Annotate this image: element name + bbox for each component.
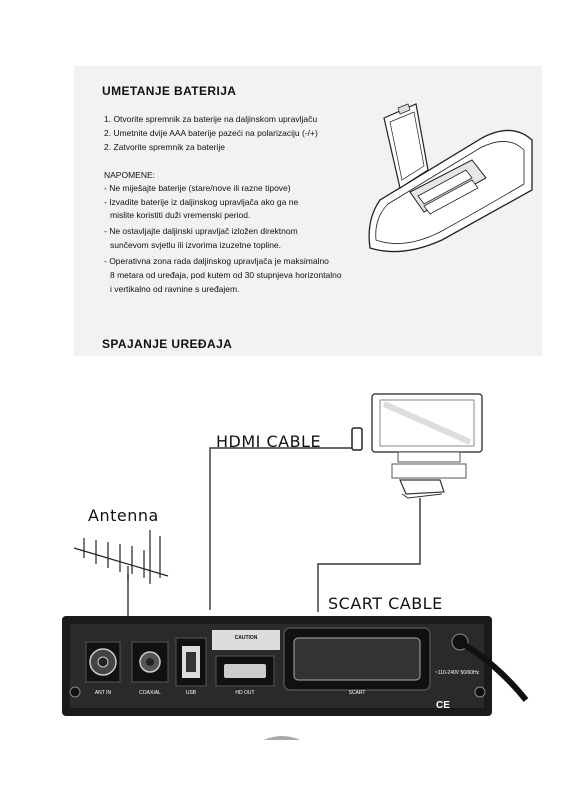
antenna-icon	[74, 530, 168, 584]
page-number-tab	[238, 764, 326, 788]
heading-battery: UMETANJE BATERIJA	[102, 84, 237, 98]
note-line: mislite koristiti duži vremenski period.	[110, 210, 251, 220]
note-line: i vertikalno od ravnine s uređajem.	[110, 284, 240, 294]
note-line: - Operativna zona rada daljinskog upravljača je maksimalno	[104, 256, 329, 266]
note-line: sunčevom svjetlu ili izvorima izuzetne topline.	[110, 240, 282, 250]
note-line: - Ne ostavljajte daljinski upravljač izložen direktnom	[104, 226, 298, 236]
port-label: HD OUT	[235, 690, 255, 696]
port-label: SCART	[348, 690, 366, 696]
step-3: 2. Zatvorite spremnik za baterije	[104, 142, 225, 152]
scart-cable-label: SCART CABLE	[328, 594, 443, 613]
step-2: 2. Umetnite dvije AAA baterije pazeći na polarizaciju (-/+)	[104, 128, 318, 138]
remote-battery-illustration	[362, 100, 534, 260]
page-number: 39	[273, 764, 291, 781]
port-label: ANT IN	[94, 690, 112, 696]
port-label: USB	[185, 690, 197, 696]
caution-label: CAUTION	[234, 635, 258, 641]
hdmi-cable-label: HDMI CABLE	[216, 432, 322, 451]
note-line: - Izvadite baterije iz daljinskog upravljača ako ga ne	[104, 197, 299, 207]
ce-mark: CE	[436, 700, 450, 711]
power-rating-label: ~110-240V 50/60Hz	[434, 670, 480, 676]
notes-title: NAPOMENE:	[104, 170, 156, 180]
note-line: 8 metara od uređaja, pod kutem od 30 stupnjeva horizontalno	[110, 270, 342, 280]
note-line: - Ne miješajte baterije (stare/nove ili razne tipove)	[104, 183, 291, 193]
step-1: 1. Otvorite spremnik za baterije na daljinskom upravljaču	[104, 114, 318, 124]
port-label: COAXIAL	[139, 690, 161, 696]
heading-connection: SPAJANJE UREĐAJA	[102, 337, 233, 351]
tv-icon	[372, 394, 482, 478]
antenna-label: Antenna	[88, 506, 159, 525]
